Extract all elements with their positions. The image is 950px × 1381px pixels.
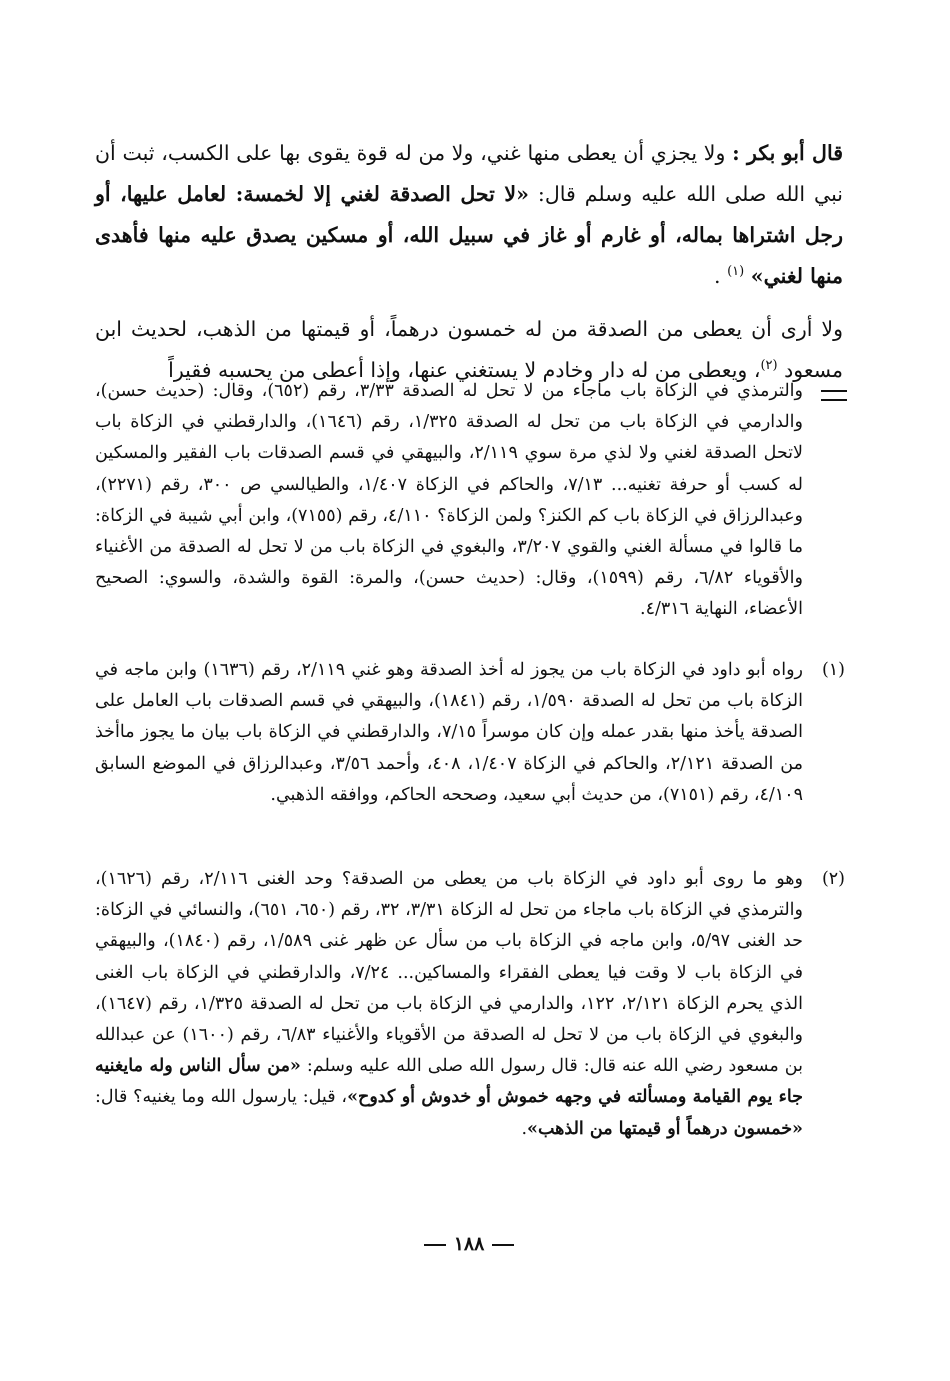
continuation-mark: [821, 390, 847, 401]
paragraph-2-text-a: ولا أرى أن يعطى من الصدقة من له خمسون درهماً، أو قيمتها من الذهب، لحديث ابن مسعود: [95, 316, 843, 382]
footnote-1-text: رواه أبو داود في الزكاة باب من يجوز له أخذ الصدقة وهو غني ٢/١١٩، رقم (١٦٣٦) وابن ماجه في الزكاة باب من تحل له الصدقة ١/٥٩٠، رقم (١٨٤١)، والبيهقي في قسم الصدقات باب العامل على الصدقة يأخذ منها بقدر عمله وإن كان موسراً ٧/١٥، والدارقطني في الزكاة باب بيان ما يجوز ماأخذ من الصدقة ٢/١٢١، والحاكم في الزكاة ١/٤٠٧، ٤٠٨، وأحمد ٣/٥٦، وعبدالرزاق في الموضع السابق ٤/١٠٩، رقم (٧١٥١)، من حديث أبي سعيد، وصححه الحاكم، ووافقه الذهبي.: [95, 660, 804, 805]
footnote-2-tail: .: [521, 1118, 528, 1139]
footnote-2-quote-2: «خمسون درهماً أو قيمتها من الذهب»: [527, 1118, 803, 1139]
paragraph-1-tail: .: [714, 263, 728, 288]
paragraph-1-text: ولا يجزي أن يعطى منها غني، ولا من له قوة يقوى بها على الكسب، ثبت أن نبي الله صلى الله عليه وسلم قال:: [95, 140, 843, 206]
footnote-2-marker: (٢): [821, 869, 845, 889]
footnote-2-quote: «من سأل الناس وله مايغنيه جاء يوم القيامة ومسألته في وجهه خموش أو خدوش أو كدوح»: [95, 1056, 803, 1108]
hadith-quote: «لا تحل الصدقة لغني إلا لخمسة: لعامل عليها، أو رجل اشتراها بماله، أو غارم أو غاز في سبيل الله، أو مسكين يصدق عليه منها فأهدى منها لغني»: [95, 181, 843, 288]
paragraph-2-text-b: ، ويعطى من له دار وخادم لا يستغني عنها، وإذا أعطى من يحسبه فقيراً: [168, 357, 761, 382]
page-number-dash-right: [492, 1244, 514, 1246]
page-number: [95, 1233, 843, 1255]
footnote-1-marker: (١): [821, 660, 845, 680]
page-number-dash-left: [424, 1244, 446, 1246]
speaker-label: قال أبو بكر :: [732, 140, 843, 165]
main-paragraph-1: [95, 133, 843, 297]
footnote-1: [95, 655, 843, 811]
footnote-ref-2[interactable]: (٢): [760, 357, 778, 373]
book-page: [95, 0, 843, 1381]
footnote-2: [95, 864, 843, 1145]
page-number-value: ١٨٨: [453, 1233, 485, 1255]
footnote-2-text-mid: ، قيل: يارسول الله وما يغنيه؟ قال:: [95, 1087, 348, 1108]
footnote-continued-text: والترمذي في الزكاة باب ماجاء من لا تحل له الصدقة ٣/٣٣، رقم (٦٥٢)، وقال: (حديث حسن)، والدارمي في الزكاة باب من تحل له الصدقة ١/٣٢٥، رقم (١٦٤٦)، والدارقطني في الزكاة باب لاتحل الصدقة لغني ولا لذي مرة سوي ٢/١١٩، والبيهقي في قسم الصدقات باب الفقير والمسكين له كسب أو حرفة تغنيه... ٧/١٣، والحاكم في الزكاة ١/٤٠٧، والطيالسي ص ٣٠٠، رقم (٢٢٧١)، وعبدالرزاق في الزكاة باب كم الكنز؟ ولمن الزكاة؟ ٤/١١٠، رقم (٧١٥٥)، وابن أبي شيبة في الزكاة: ما قالوا في مسألة الغني والقوي ٣/٢٠٧، والبغوي في الزكاة باب من لا تحل له الصدقة من الأغنياء والأقوياء ٦/٨٢، رقم (١٥٩٩)، وقال: (حديث حسن)، والمرة: القوة والشدة، والسوي: الصحيح الأعضاء، النهاية ٤/٣١٦.: [95, 381, 803, 620]
footnote-continued: [95, 376, 843, 626]
footnote-ref-1[interactable]: (١): [727, 263, 745, 279]
footnote-2-text: وهو ما روى أبو داود في الزكاة باب من يعطى من الصدقة؟ وحد الغنى ٢/١١٦، رقم (١٦٢٦)، والترمذي في الزكاة باب ماجاء من تحل له الزكاة ٣/٣١، ٣٢، رقم (٦٥٠، ٦٥١)، والنسائي في الزكاة: حد الغنى ٥/٩٧، وابن ماجه في الزكاة باب من سأل عن ظهر غنى ١/٥٨٩، رقم (١٨٤٠)، والبيهقي في الزكاة باب لا وقت فيا يعطى الفقراء والمساكين... ٧/٢٤، والدارقطني في الزكاة باب الغنى الذي يحرم الزكاة ٢/١٢١، ١٢٢، والدارمي في الزكاة باب من تحل له الصدقة ١/٣٢٥، رقم (١٦٤٧)، والبغوي في الزكاة باب من لا تحل له الصدقة من الأقوياء والأغنياء ٦/٨٣، رقم (١٦٠٠) عن عبدالله بن مسعود رضي الله عنه قال: قال رسول الله صلى الله عليه وسلم:: [95, 869, 803, 1077]
